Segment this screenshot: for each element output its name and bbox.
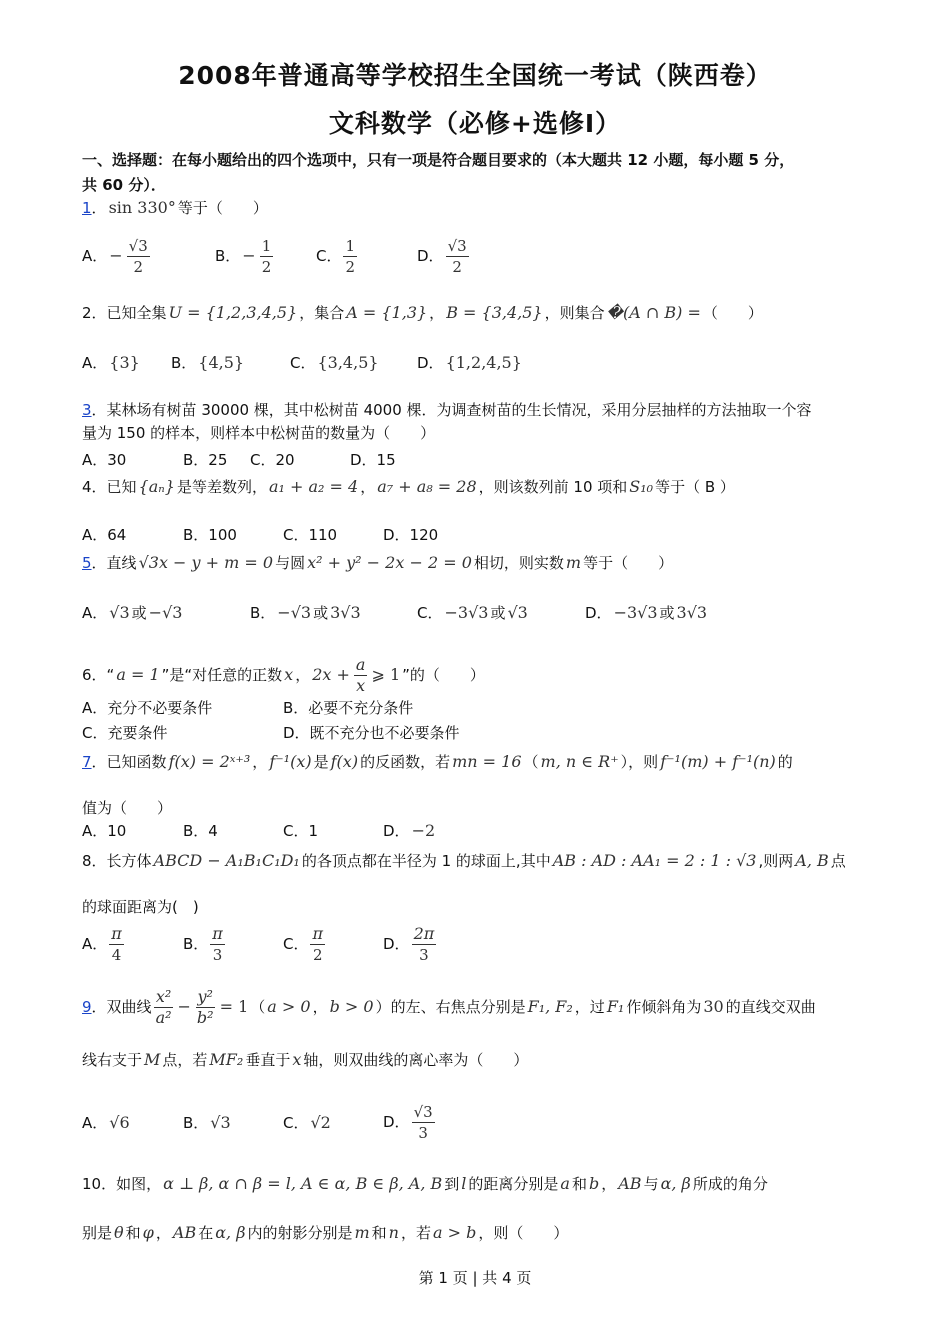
exam-subtitle: 文科数学（必修+选修Ⅰ） — [328, 109, 622, 138]
question-9-link[interactable]: 9 — [82, 998, 92, 1016]
q6-option-d: D．既不充分也不必要条件 — [283, 724, 460, 742]
q1-option-b: B． − $\frac{1}{2}$ — [215, 237, 272, 276]
question-1: 1． sin 330° 等于（ ） — [82, 198, 268, 217]
q4-option-b: B．100 — [183, 526, 237, 544]
question-4: 4．已知 {aₙ} 是等差数列， a₁ + a₂ = 4 ， a₇ + a₈ = 28 ，则该数列前 10 项和 S₁₀ 等于（ B ） — [82, 477, 735, 496]
question-5: 5．直线 √3x − y + m = 0 与圆 x² + y² − 2x − 2 = 0 相切，则实数 m 等于（ ） — [82, 553, 674, 572]
q8-option-a: A． $\frac{\pi}{4}$ — [82, 924, 122, 964]
q2-option-b: B． {4,5} — [171, 353, 245, 372]
question-8-line2: 的球面距离为( ) — [82, 898, 199, 916]
q7-option-d: D． −2 — [383, 821, 436, 840]
question-5-link[interactable]: 5 — [82, 554, 92, 572]
q5-option-c: C． −3√3 或 √3 — [417, 603, 528, 622]
q9-option-c: C． √2 — [283, 1113, 331, 1132]
q8-option-c: C． $\frac{\pi}{2}$ — [283, 924, 323, 964]
q3-option-c: C．20 — [250, 451, 295, 469]
q2-option-d: D． {1,2,4,5} — [417, 353, 522, 372]
q7-option-a: A．10 — [82, 822, 127, 840]
page-footer: 第 1 页 | 共 4 页 — [418, 1269, 532, 1287]
q9-option-b: B． √3 — [183, 1113, 231, 1132]
question-8: 8．长方体 ABCD − A₁B₁C₁D₁ 的各顶点都在半径为 1 的球面上,其中 AB : AD : AA₁ = 2 : 1 : √3 ,则两 A, B 点 — [82, 851, 846, 870]
question-10-line2: 别是 θ 和 φ ， AB 在 α, β 内的射影分别是 m 和 n ，若 a > b ，则（ ） — [82, 1223, 569, 1242]
q5-option-d: D． −3√3 或 3√3 — [585, 603, 708, 622]
q3-option-b: B．25 — [183, 451, 228, 469]
q2-option-c: C． {3,4,5} — [290, 353, 379, 372]
exam-title: 2008年普通高等学校招生全国统一考试（陕西卷） — [178, 61, 772, 90]
q8-option-b: B． $\frac{\pi}{3}$ — [183, 924, 223, 964]
question-7-line2: 值为（ ） — [82, 799, 173, 817]
q1-option-c: C． $\frac{1}{2}$ — [316, 237, 356, 276]
question-6: 6．“ a = 1 ”是“对任意的正数 x ， 2x + $\frac{a}{x}$ ⩾ 1 ”的（ ） — [82, 655, 485, 695]
q1-expr: sin 330° — [108, 198, 176, 217]
q6-option-a: A．充分不必要条件 — [82, 699, 213, 717]
question-2: 2．已知全集 U = {1,2,3,4,5} ，集合 A = {1,3} ， B = {3,4,5} ，则集合 �(A ∩ B) = （ ） — [82, 303, 763, 322]
q2-option-a: A． {3} — [82, 353, 140, 372]
q8-option-d: D． $\frac{2\pi}{3}$ — [383, 924, 435, 964]
question-9-line2: 线右支于 M 点，若 MF₂ 垂直于 x 轴，则双曲线的离心率为（ ） — [82, 1050, 529, 1069]
question-10: 10．如图， α ⊥ β, α ∩ β = l, A ∈ α, B ∈ β, A, B 到 l 的距离分别是 a 和 b ， AB 与 α, β 所成的角分 — [82, 1174, 768, 1193]
q5-option-b: B． −√3 或 3√3 — [250, 603, 361, 622]
q1-option-a: A． − $\frac{√3}{2}$ — [82, 237, 148, 276]
q7-option-b: B．4 — [183, 822, 218, 840]
section-header-line1: 一、选择题：在每小题给出的四个选项中，只有一项是符合题目要求的（本大题共 12 小题，每小题 5 分， — [82, 151, 795, 169]
q9-option-d: D． $\frac{√3}{3}$ — [383, 1103, 433, 1142]
question-3-line2: 量为 150 的样本，则样本中松树苗的数量为（ ） — [82, 424, 436, 442]
q6-option-b: B．必要不充分条件 — [283, 699, 414, 717]
q1-option-d: D． $\frac{√3}{2}$ — [417, 237, 467, 276]
question-3: 3．某林场有树苗 30000 棵，其中松树苗 4000 棵．为调查树苗的生长情况，采用分层抽样的方法抽取一个容 — [82, 401, 812, 419]
question-1-link[interactable]: 1 — [82, 199, 92, 217]
q4-option-d: D．120 — [383, 526, 439, 544]
q9-option-a: A． √6 — [82, 1113, 130, 1132]
question-7: 7．已知函数 f(x) = 2ˣ⁺³ ， f⁻¹(x) 是 f(x) 的反函数，若 mn = 16 （ m, n ∈ R⁺ ），则 f⁻¹(m) + f⁻¹(n) 的 — [82, 752, 793, 771]
q6-option-c: C．充要条件 — [82, 724, 168, 742]
q7-option-c: C．1 — [283, 822, 319, 840]
question-7-link[interactable]: 7 — [82, 753, 92, 771]
q3-option-a: A．30 — [82, 451, 127, 469]
question-9: 9．双曲线 $\frac{\text{x²}}{\text{a²}}$ − $\frac{\text{y²}}{\text{b²}}$ = 1 （ a > 0 ， b > 0 ）的左、右焦点分别是 F₁, F₂ ，过 F₁ 作倾斜角为 30 的直线交双曲 — [82, 987, 816, 1027]
section-header-line2: 共 60 分）． — [82, 176, 166, 194]
q4-option-a: A．64 — [82, 526, 127, 544]
question-3-link[interactable]: 3 — [82, 401, 92, 419]
q3-option-d: D．15 — [350, 451, 396, 469]
q5-option-a: A． √3 或 −√3 — [82, 603, 183, 622]
q4-option-c: C．110 — [283, 526, 338, 544]
